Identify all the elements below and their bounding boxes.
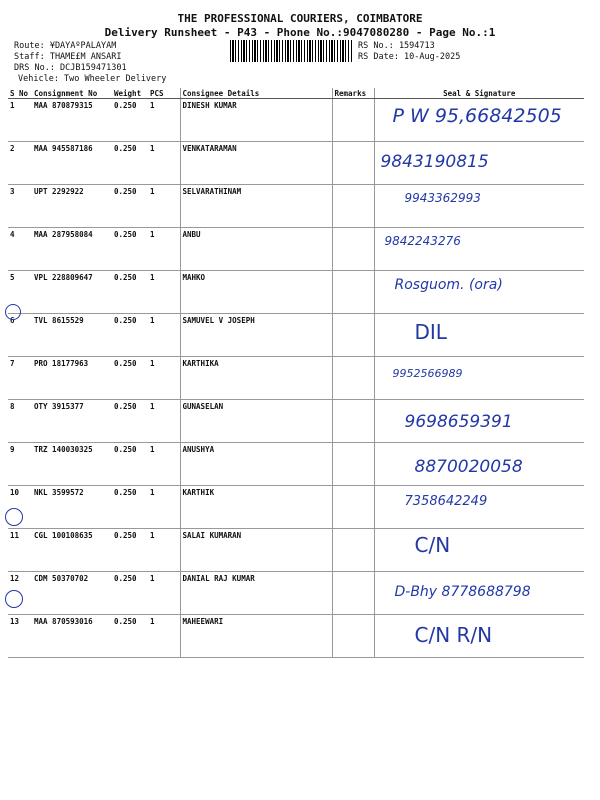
vehicle-label: Vehicle: Two Wheeler Delivery (18, 74, 167, 84)
cell-pcs: 1 (148, 228, 180, 271)
cell-remarks (332, 228, 374, 271)
drs-label: DRS No.: DCJB159471301 (14, 63, 127, 73)
barcode (230, 40, 352, 62)
rs-number: RS No.: 1594713 (358, 41, 435, 51)
cell-signature (374, 400, 584, 443)
cell-signature (374, 486, 584, 529)
cell-weight: 0.250 (112, 142, 148, 185)
cell-remarks (332, 529, 374, 572)
cell-sno: 8 (8, 400, 32, 443)
col-consignment: Consignment No (32, 88, 112, 99)
cell-sno: 6 (8, 314, 32, 357)
table-row (8, 314, 584, 357)
cell-consignment: TVL 8615529 (32, 314, 112, 357)
cell-pcs: 1 (148, 529, 180, 572)
cell-remarks (332, 99, 374, 142)
cell-consignee: DANIAL RAJ KUMAR (180, 572, 332, 615)
circle-mark-6 (5, 304, 21, 320)
rs-date: RS Date: 10-Aug-2025 (358, 52, 461, 62)
handwritten-signature: D-Bhy 8778688798 (394, 584, 531, 600)
cell-pcs: 1 (148, 615, 180, 658)
cell-weight: 0.250 (112, 357, 148, 400)
cell-consignment: TRZ 140030325 (32, 443, 112, 486)
cell-remarks (332, 271, 374, 314)
handwritten-signature: C/N (414, 533, 451, 557)
cell-consignment: MAA 945587186 (32, 142, 112, 185)
cell-pcs: 1 (148, 572, 180, 615)
cell-weight: 0.250 (112, 486, 148, 529)
cell-weight: 0.250 (112, 400, 148, 443)
cell-consignee: ANUSHYA (180, 443, 332, 486)
cell-signature (374, 529, 584, 572)
cell-sno: 3 (8, 185, 32, 228)
cell-signature (374, 271, 584, 314)
table-header-row (8, 88, 584, 99)
cell-remarks (332, 572, 374, 615)
cell-consignment: UPT 2292922 (32, 185, 112, 228)
cell-pcs: 1 (148, 486, 180, 529)
cell-consignment: NKL 3599572 (32, 486, 112, 529)
handwritten-signature: 7358642249 (404, 494, 488, 509)
cell-consignment: CGL 100108635 (32, 529, 112, 572)
cell-pcs: 1 (148, 357, 180, 400)
cell-sno: 10 (8, 486, 32, 529)
cell-weight: 0.250 (112, 314, 148, 357)
cell-consignee: SAMUVEL V JOSEPH (180, 314, 332, 357)
cell-sno: 9 (8, 443, 32, 486)
cell-weight: 0.250 (112, 99, 148, 142)
cell-remarks (332, 314, 374, 357)
staff-label: Staff: THAME£M ANSARI (14, 52, 122, 62)
handwritten-signature: Rosguom. (ora) (394, 277, 503, 293)
table-row (8, 529, 584, 572)
cell-sno: 13 (8, 615, 32, 658)
cell-remarks (332, 142, 374, 185)
cell-pcs: 1 (148, 271, 180, 314)
table-row (8, 271, 584, 314)
table-row (8, 357, 584, 400)
cell-weight: 0.250 (112, 271, 148, 314)
company-title: THE PROFESSIONAL COURIERS, COIMBATORE (177, 12, 423, 25)
cell-remarks (332, 615, 374, 658)
cell-weight: 0.250 (112, 185, 148, 228)
table-row (8, 400, 584, 443)
cell-consignee: MAHEEWARI (180, 615, 332, 658)
table-row (8, 228, 584, 271)
cell-consignment: PRO 18177963 (32, 357, 112, 400)
cell-signature (374, 228, 584, 271)
table-row (8, 486, 584, 529)
cell-signature (374, 443, 584, 486)
cell-remarks (332, 357, 374, 400)
cell-consignment: MAA 287958084 (32, 228, 112, 271)
cell-signature (374, 357, 584, 400)
cell-sno: 4 (8, 228, 32, 271)
col-remarks: Remarks (332, 88, 374, 99)
cell-sno: 1 (8, 99, 32, 142)
cell-sno: 12 (8, 572, 32, 615)
runsheet-table (8, 88, 584, 658)
cell-pcs: 1 (148, 400, 180, 443)
runsheet-subtitle: Delivery Runsheet - P43 - Phone No.:9047080280 - Page No.:1 (104, 26, 496, 39)
cell-consignee: KARTHIK (180, 486, 332, 529)
col-sno: S No (8, 88, 32, 99)
table-row (8, 99, 584, 142)
table-row (8, 185, 584, 228)
cell-pcs: 1 (148, 185, 180, 228)
cell-signature (374, 572, 584, 615)
cell-pcs: 1 (148, 142, 180, 185)
cell-consignment: MAA 870593016 (32, 615, 112, 658)
cell-signature (374, 615, 584, 658)
cell-weight: 0.250 (112, 572, 148, 615)
cell-sno: 11 (8, 529, 32, 572)
cell-consignment: CDM 50370702 (32, 572, 112, 615)
cell-consignment: MAA 870879315 (32, 99, 112, 142)
cell-signature (374, 185, 584, 228)
handwritten-signature: P W 95,66842505 (392, 105, 562, 127)
cell-sno: 5 (8, 271, 32, 314)
cell-weight: 0.250 (112, 529, 148, 572)
cell-consignee: GUNASELAN (180, 400, 332, 443)
col-consignee: Consignee Details (180, 88, 332, 99)
route-label: Route: ¥DAYAºPALAYAM (14, 41, 117, 51)
circle-mark-13 (5, 590, 23, 608)
handwritten-signature: 9943362993 (404, 191, 481, 205)
col-weight: Weight (112, 88, 148, 99)
cell-remarks (332, 443, 374, 486)
cell-consignee: SALAI KUMARAN (180, 529, 332, 572)
cell-consignee: SELVARATHINAM (180, 185, 332, 228)
cell-consignee: KARTHIKA (180, 357, 332, 400)
cell-pcs: 1 (148, 99, 180, 142)
cell-weight: 0.250 (112, 443, 148, 486)
cell-sno: 7 (8, 357, 32, 400)
cell-consignee: MAHKO (180, 271, 332, 314)
cell-signature (374, 314, 584, 357)
handwritten-signature: C/N R/N (414, 623, 493, 647)
cell-remarks (332, 400, 374, 443)
table-row (8, 142, 584, 185)
table-row (8, 615, 584, 658)
cell-signature (374, 99, 584, 142)
handwritten-signature: 9952566989 (392, 367, 463, 380)
cell-consignee: VENKATARAMAN (180, 142, 332, 185)
cell-pcs: 1 (148, 443, 180, 486)
cell-consignee: ANBU (180, 228, 332, 271)
cell-consignee: DINESH KUMAR (180, 99, 332, 142)
col-signature: Seal & Signature (374, 88, 584, 99)
cell-weight: 0.250 (112, 228, 148, 271)
cell-signature (374, 142, 584, 185)
cell-remarks (332, 486, 374, 529)
handwritten-signature: 8870020058 (414, 457, 523, 477)
handwritten-signature: 9843190815 (380, 152, 489, 172)
handwritten-signature: 9698659391 (404, 412, 513, 432)
handwritten-signature: DIL (414, 320, 447, 344)
table-row (8, 572, 584, 615)
cell-consignment: VPL 228809647 (32, 271, 112, 314)
cell-remarks (332, 185, 374, 228)
cell-consignment: OTY 3915377 (32, 400, 112, 443)
circle-mark-11 (5, 508, 23, 526)
col-pcs: PCS (148, 88, 180, 99)
cell-sno: 2 (8, 142, 32, 185)
handwritten-signature: 9842243276 (384, 234, 461, 248)
cell-pcs: 1 (148, 314, 180, 357)
cell-weight: 0.250 (112, 615, 148, 658)
table-row (8, 443, 584, 486)
